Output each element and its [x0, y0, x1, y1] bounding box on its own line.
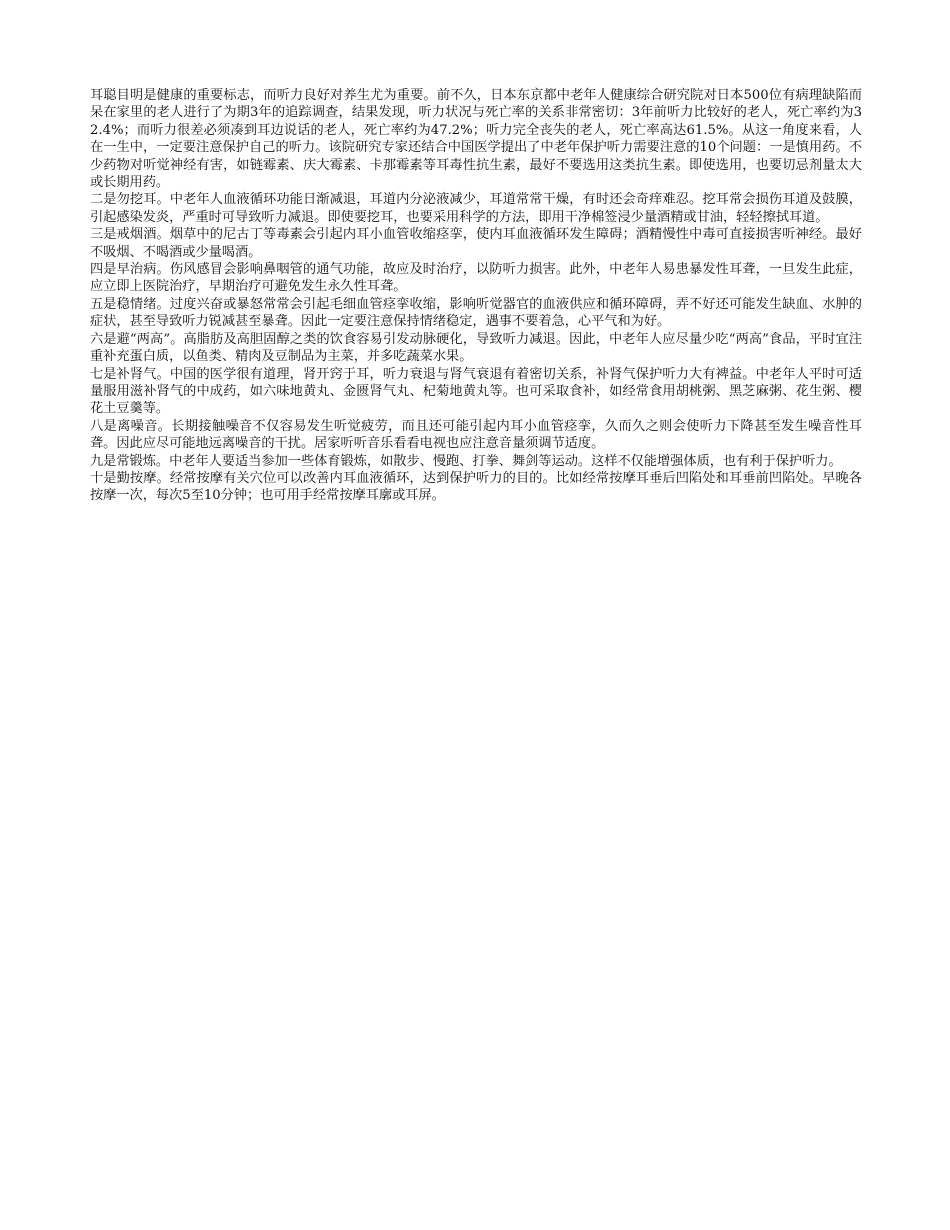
paragraph-tip-5: 五是稳情绪。过度兴奋或暴怒常常会引起毛细血管痉挛收缩，影响听觉器官的血液供应和循环障碍，弄不好还可能发生缺血、水肿的症状，甚至导致听力锐减甚至暴聋。因此一定要注意保持情绪稳定，遇事不要着急，心平气和为好。 — [90, 296, 862, 330]
paragraph-tip-8: 八是离噪音。长期接触噪音不仅容易发生听觉疲劳，而且还可能引起内耳小血管痉挛，久而久之则会使听力下降甚至发生噪音性耳聋。因此应尽可能地远离噪音的干扰。居家听听音乐看看电视也应注意音量须调节适度。 — [90, 418, 862, 452]
paragraph-tip-2: 二是勿挖耳。中老年人血液循环功能日渐减退，耳道内分泌液减少，耳道常常干燥，有时还会奇痒难忍。挖耳常会损伤耳道及鼓膜，引起感染发炎，严重时可导致听力减退。即使要挖耳，也要采用科学的方法，即用干净棉签浸少量酒精或甘油，轻轻擦拭耳道。 — [90, 192, 862, 225]
paragraph-tip-3: 三是戒烟酒。烟草中的尼古丁等毒素会引起内耳小血管收缩痉挛，使内耳血液循环发生障碍；酒精慢性中毒可直接损害听神经。最好不吸烟、不喝酒或少量喝酒。 — [90, 227, 862, 260]
paragraph-tip-9: 九是常锻炼。中老年人要适当参加一些体育锻炼，如散步、慢跑、打拳、舞剑等运动。这样不仅能增强体质，也有利于保护听力。 — [90, 453, 842, 469]
paragraph-tip-4: 四是早治病。伤风感冒会影响鼻咽管的通气功能，故应及时治疗，以防听力损害。此外，中老年人易患暴发性耳聋，一旦发生此症，应立即上医院治疗，早期治疗可避免发生永久性耳聋。 — [90, 262, 862, 295]
paragraph-intro: 耳聪目明是健康的重要标志，而听力良好对养生尤为重要。前不久，日本东京都中老年人健康综合研究院对日本500位有病理缺陷而呆在家里的老人进行了为期3年的追踪调查，结果发现，听力状况与死亡率的关系非常密切：3年前听力比较好的老人，死亡率约为32.4%；而听力很差必须凑到耳边说话的老人，死亡率约为47.2%；听力完全丧失的老人，死亡率高达61.5%。从这一角度来看，人在一生中，一定要注意保护自己的听力。该院研究专家还结合中国医学提出了中老年保护听力需要注意的10个问题：一是慎用药。不少药物对听觉神经有害，如链霉素、庆大霉素、卡那霉素等耳毒性抗生素，最好不要选用这类抗生素。即使选用，也要切忌剂量太大或长期用药。 — [90, 88, 862, 191]
paragraph-tip-7: 七是补肾气。中国的医学很有道理，肾开窍于耳，听力衰退与肾气衰退有着密切关系，补肾气保护听力大有裨益。中老年人平时可适量服用滋补肾气的中成药，如六味地黄丸、金匮肾气丸、杞菊地黄丸等。也可采取食补，如经常食用胡桃粥、黑芝麻粥、花生粥、樱花土豆羹等。 — [90, 366, 862, 417]
paragraph-tip-6: 六是避“两高”。高脂肪及高胆固醇之类的饮食容易引发动脉硬化，导致听力减退。因此，中老年人应尽量少吃“两高”食品，平时宜注重补充蛋白质，以鱼类、精肉及豆制品为主菜，并多吃蔬菜水果。 — [90, 331, 862, 365]
paragraph-tip-10: 十是勤按摩。经常按摩有关穴位可以改善内耳血液循环，达到保护听力的目的。比如经常按摩耳垂后凹陷处和耳垂前凹陷处。早晚各按摩一次，每次5至10分钟；也可用手经常按摩耳廓或耳屏。 — [90, 470, 862, 504]
document-body — [90, 87, 862, 505]
